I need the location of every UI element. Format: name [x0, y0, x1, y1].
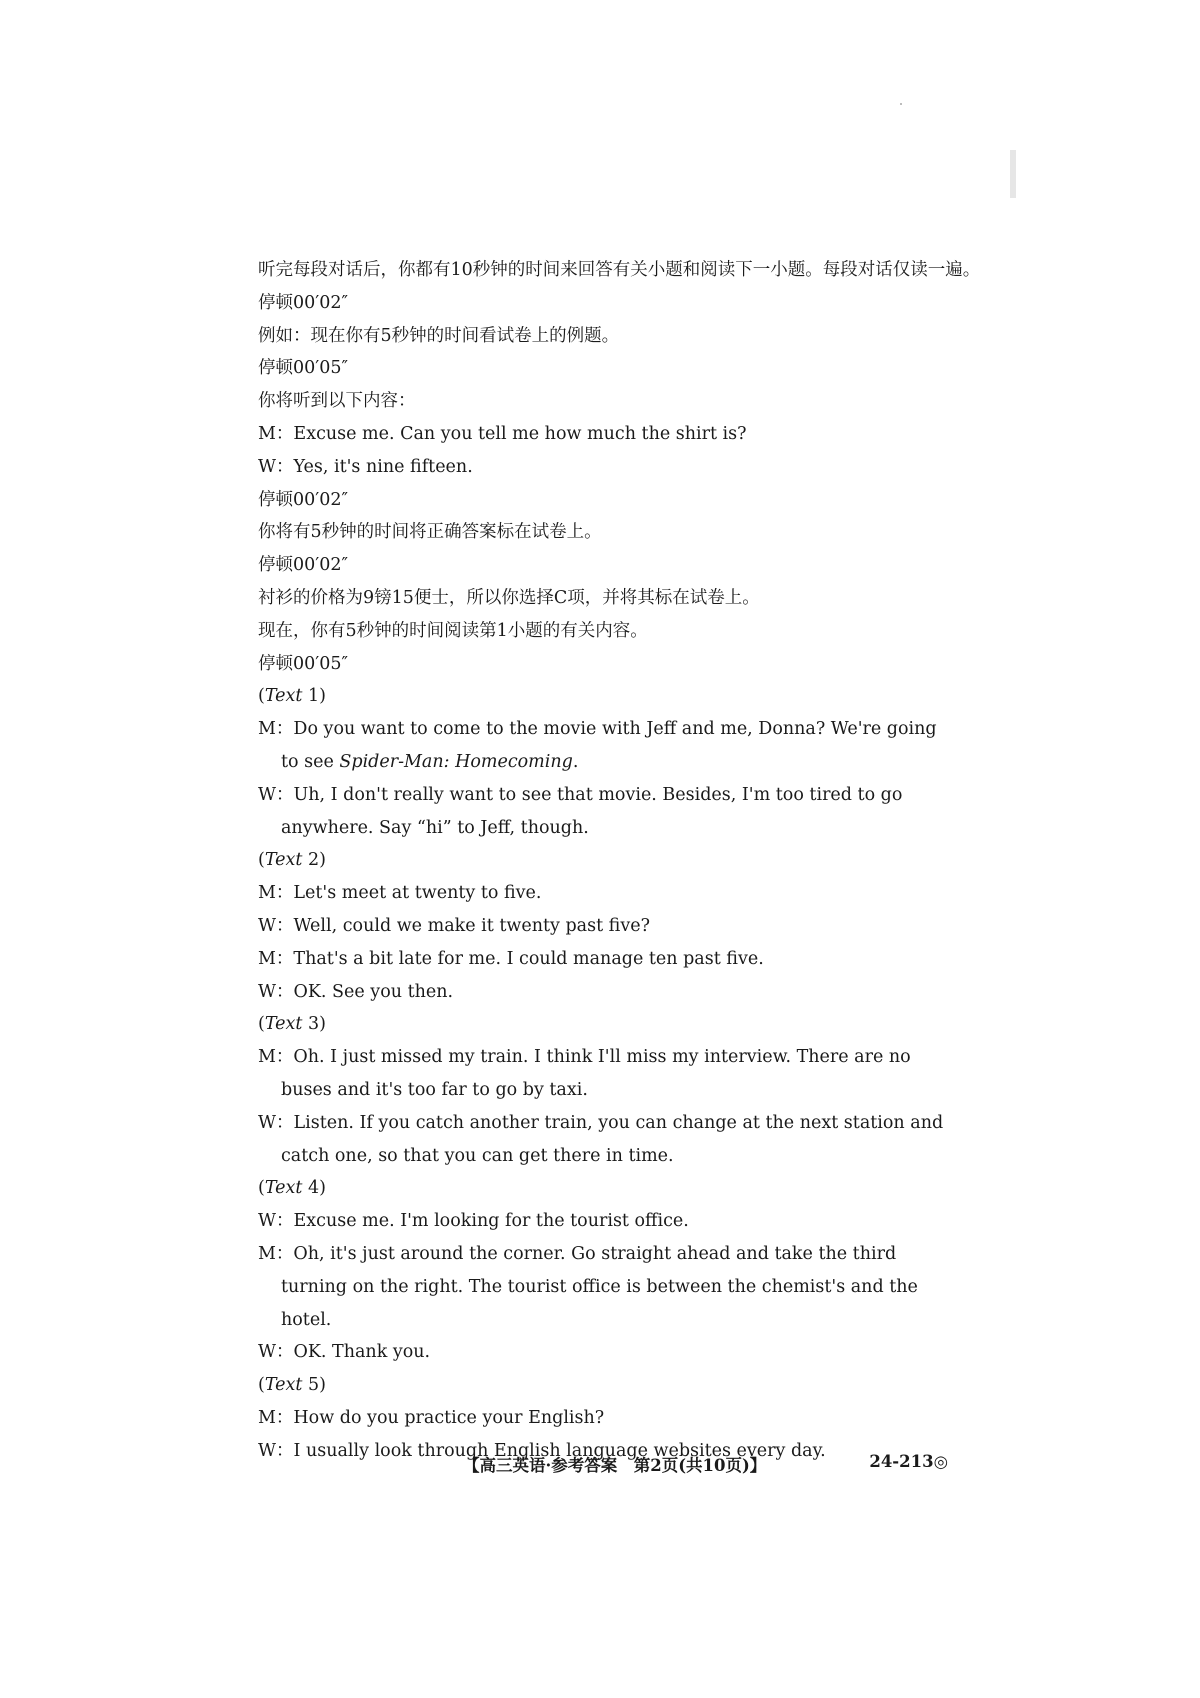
dialogue-text: . [572, 751, 579, 772]
text-label-number: 3 [307, 1014, 320, 1035]
scan-edge-mark [1010, 150, 1016, 198]
intro-line: 衬衫的价格为9镑15便士，所以你选择C项，并将其标在试卷上。 [258, 587, 760, 608]
intro-line: 例如：现在你有5秒钟的时间看试卷上的例题。 [258, 325, 620, 346]
pause-line: 停顿00′02″ [258, 555, 349, 576]
dialogue-line [258, 877, 948, 910]
dialogue-line [258, 943, 948, 976]
pause-line: 停顿00′05″ [258, 358, 349, 379]
dialogue-line [258, 713, 948, 779]
page-body [258, 254, 981, 1467]
footer-code: 24-213◎ [869, 1452, 948, 1471]
text-label-word: Text [264, 850, 303, 871]
footer-page-info: 【高三英语·参考答案 第2页(共10页)】 [463, 1456, 767, 1475]
dialogue-texts [258, 680, 948, 1467]
text-label: (Text 2) [258, 850, 326, 871]
dialogue-text: I usually look through English language websites every day. [293, 1440, 826, 1461]
dialogue-text: How do you practice your English? [293, 1407, 605, 1428]
text-label-word: Text [264, 1014, 303, 1035]
text-label: (Text 4) [258, 1178, 326, 1199]
dialogue-text: Oh, it's just around the corner. Go straight ahead and take the third turning on the right. The tourist office is between the chemist's and the hotel. [281, 1243, 918, 1330]
text-label: (Text 5) [258, 1375, 326, 1396]
dialogue-text: Well, could we make it twenty past five? [293, 915, 650, 936]
speaker-tag: W： [258, 1342, 294, 1363]
intro-line: 听完每段对话后，你都有10秒钟的时间来回答有关小题和阅读下一小题。每段对话仅读一遍。 [258, 260, 981, 280]
dialogue-text: Let's meet at twenty to five. [293, 883, 542, 904]
speaker-tag: W： [258, 784, 294, 805]
text-label-word: Text [264, 686, 303, 707]
dialogue-text: Oh. I just missed my train. I think I'll miss my interview. There are no buses and it's too far to go by taxi. [281, 1047, 911, 1100]
dialogue-text: Excuse me. I'm looking for the tourist office. [293, 1211, 689, 1232]
dialogue-line [258, 1107, 948, 1173]
dialogue-line [258, 910, 948, 943]
dialogue-line [258, 1041, 948, 1107]
pause-line: 停顿00′05″ [258, 653, 349, 674]
speaker-tag: M： [258, 948, 294, 969]
speaker-tag: W： [258, 1440, 294, 1461]
text-label: (Text 1) [258, 686, 326, 707]
speaker-tag: W： [258, 1211, 294, 1232]
intro-line: 你将听到以下内容： [258, 391, 416, 412]
text-label: (Text 3) [258, 1014, 326, 1035]
speaker-tag: M： [258, 1243, 294, 1264]
dialogue-text: Do you want to come to the movie with Jeff and me, Donna? We're going to see [281, 719, 937, 772]
dialogue-line [258, 1238, 948, 1336]
pause-line: 停顿00′02″ [258, 292, 349, 313]
dialogue-text: OK. See you then. [293, 981, 454, 1002]
text-label-number: 1 [307, 686, 320, 707]
pause-line: 停顿00′02″ [258, 489, 349, 510]
text-label-word: Text [264, 1178, 303, 1199]
dialogue-line [258, 1205, 948, 1238]
intro-line: 你将有5秒钟的时间将正确答案标在试卷上。 [258, 522, 602, 543]
movie-title: Spider-Man: Homecoming [339, 751, 573, 772]
dialogue-line [258, 1336, 948, 1369]
speaker-tag: W： [258, 981, 294, 1002]
speaker-tag: M： [258, 1407, 294, 1428]
dialogue-text: OK. Thank you. [293, 1342, 431, 1363]
intro-line: 现在，你有5秒钟的时间阅读第1小题的有关内容。 [258, 620, 648, 641]
dialogue-text: Uh, I don't really want to see that movie. Besides, I'm too tired to go anywhere. Say “hi” to Jeff, though. [281, 784, 903, 838]
example-line: W：Yes, it's nine fifteen. [258, 456, 473, 477]
text-label-word: Text [264, 1375, 303, 1396]
text-label-number: 4 [307, 1178, 320, 1199]
speaker-tag: M： [258, 1047, 294, 1068]
text-label-number: 5 [307, 1375, 320, 1396]
text-label-number: 2 [307, 850, 320, 871]
intro-lines [258, 254, 981, 680]
dialogue-line [258, 976, 948, 1009]
example-line: M：Excuse me. Can you tell me how much the shirt is? [258, 423, 747, 444]
speaker-tag: W： [258, 1112, 294, 1133]
scan-speck [900, 103, 902, 105]
speaker-tag: M： [258, 719, 294, 740]
speaker-tag: W： [258, 915, 294, 936]
speaker-tag: M： [258, 883, 294, 904]
dialogue-line [258, 1402, 948, 1435]
dialogue-text: Listen. If you catch another train, you can change at the next station and catch one, so that you can get there in time. [281, 1112, 944, 1166]
dialogue-text: That's a bit late for me. I could manage ten past five. [293, 948, 764, 969]
dialogue-line [258, 779, 948, 845]
